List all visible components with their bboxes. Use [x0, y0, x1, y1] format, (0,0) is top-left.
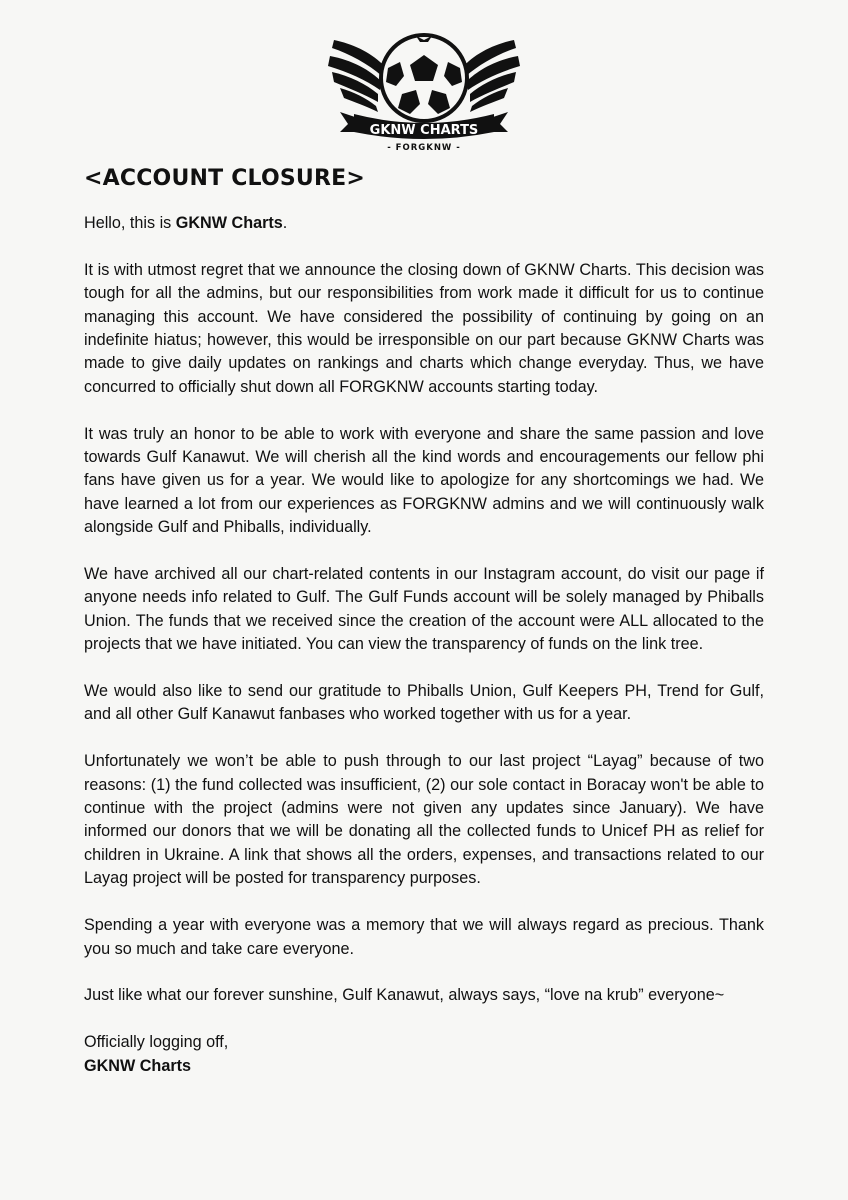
paragraph-closing-announcement: It is with utmost regret that we announce the closing down of GKNW Charts. This decision was tough for all the admins, but our responsibilities from work made it difficult for us to continue managing this account. We have considered the possibility of continuing by going on an indefinite hiatus; however, this would be irresponsible on our part because GKNW Charts was made to give daily updates on rankings and charts which change everyday. Thus, we have concurred to officially shut down all FORGKNW accounts starting today. — [84, 260, 764, 396]
letter-body — [84, 212, 764, 1078]
paragraph-archive: We have archived all our chart-related contents in our Instagram account, do visit our page if anyone needs info related to Gulf. The Gulf Funds account will be solely managed by Phiballs Union. The funds that we received since the creation of the account were ALL allocated to the projects that we have initiated. You can view the transparency of funds on the link tree. — [84, 565, 764, 654]
page-title: <ACCOUNT CLOSURE> — [84, 166, 365, 191]
paragraph-layag-project: Unfortunately we won’t be able to push through to our last project “Layag” because of two reasons: (1) the fund collected was insufficient, (2) our sole contact in Boracay won't be able to continue with the project (admins were not given any updates since January). We have informed our donors that we will be donating all the collected funds to Unicef PH as relief for children in Ukraine. A link that shows all the orders, expenses, and transactions related to our Layag project will be posted for transparency purposes. — [84, 752, 764, 888]
paragraph-gratitude: We would also like to send our gratitude to Phiballs Union, Gulf Keepers PH, Trend for Gulf, and all other Gulf Kanawut fanbases who worked together with us for a year. — [84, 682, 764, 724]
greeting-name: GKNW Charts — [175, 214, 283, 232]
gknw-charts-logo — [324, 28, 524, 158]
paragraph-honor: It was truly an honor to be able to work with everyone and share the same passion and love towards Gulf Kanawut. We will cherish all the kind words and encouragements our fellow phi fans have given us for a year. We would like to apologize for any shortcomings we had. We have learned a lot from our experiences as FORGKNW admins and we will continuously walk alongside Gulf and Phiballs, individually. — [84, 424, 764, 537]
soccer-ball-wings-icon — [324, 28, 524, 158]
logo-ribbon-text: GKNW CHARTS — [369, 123, 479, 138]
paragraph-love-na-krub: Just like what our forever sunshine, Gulf Kanawut, always says, “love na krub” everyone~ — [84, 986, 725, 1005]
greeting-line — [84, 212, 764, 235]
signoff-line: Officially logging off, — [84, 1033, 229, 1052]
signoff-name: GKNW Charts — [84, 1056, 192, 1075]
greeting-suffix: . — [282, 214, 288, 232]
logo-sub-text: - FORGKNW - — [387, 143, 461, 153]
paragraph-thank-you: Spending a year with everyone was a memory that we will always regard as precious. Thank you so much and take care everyone. — [84, 916, 764, 958]
greeting-prefix: Hello, this is — [84, 214, 176, 232]
